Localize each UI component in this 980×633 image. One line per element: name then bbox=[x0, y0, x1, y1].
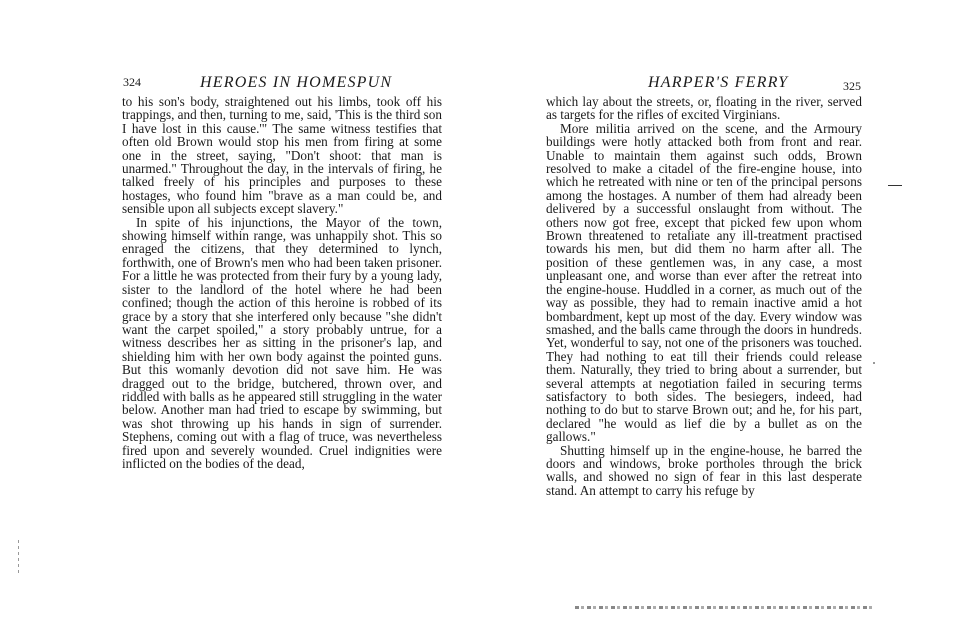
right-running-head: HARPER'S FERRY bbox=[648, 74, 789, 91]
right-page bbox=[490, 0, 980, 633]
left-running-head: HEROES IN HOMESPUN bbox=[200, 74, 393, 91]
right-page-number: 325 bbox=[843, 79, 861, 93]
scan-speck bbox=[873, 362, 875, 364]
left-body-text bbox=[122, 95, 442, 470]
right-body-text bbox=[546, 95, 862, 497]
right-paragraph-2: More militia arrived on the scene, and the Armoury buildings were hotly attacked both from front and rear. Unable to maintain them against such odds, Brown resolved to make a citadel of the fire-engine house, into which he retreated with nine or ten of the principal persons among the hostages. A number of them had already been delivered by a successful onslaught from without. The others now got free, except that picked few upon whom Brown threatened to retaliate any ill-treatment practised towards his men, but did them no harm after all. The position of these gentlemen was, in any case, a most unpleasant one, and worse than ever after the retreat into the engine-house. Huddled in a corner, as much out of the way as possible, they had to remain inactive amid a hot bombardment, kept up most of the day. Every window was smashed, and the balls came through the doors in hundreds. Yet, wonderful to say, not one of the prisoners was touched. They had nothing to eat till their friends could release them. Naturally, they tried to bring about a surrender, but several attempts at negotiation failed in securing terms satisfactory to both sides. The besiegers, indeed, had nothing to do but to starve Brown out; and he, for his part, declared "he would as lief die by a bullet as on the gallows." bbox=[546, 120, 862, 445]
left-page-number: 324 bbox=[123, 75, 141, 89]
right-paragraph-3: Shutting himself up in the engine-house, he barred the doors and windows, broke portholes through the brick walls, and showed no sign of fear in this last desperate stand. An attempt to carry his refuge by bbox=[546, 442, 862, 498]
scan-noise-line bbox=[575, 606, 875, 609]
scan-edge-mark bbox=[18, 540, 19, 574]
right-paragraph-1: which lay about the streets, or, floating in the river, served as targets for the rifles of excited Virginians. bbox=[546, 94, 862, 123]
margin-dash-mark bbox=[888, 185, 902, 186]
left-paragraph-2: In spite of his injunctions, the Mayor of the town, showing himself within range, was unhappily shot. This so enraged the citizens, that they determined to lynch, forthwith, one of Brown's men who had been taken prisoner. For a little he was protected from their fury by a young lady, sister to the landlord of the hotel where he had been confined; though the action of this heroine is robbed of its grace by a story that she interfered only because "she didn't want the carpet spoiled," a story probably untrue, for a witness describes her as sitting in the prisoner's lap, and shielding him with her own body against the pointed guns. But this womanly devotion did not save him. He was dragged out to the bridge, butchered, thrown over, and riddled with balls as he appeared still struggling in the water below. Another man had tried to escape by swimming, but was shot throwing up his hands in sign of surrender. Stephens, coming out with a flag of truce, was nevertheless fired upon and severely wounded. Cruel indignities were inflicted on the bodies of the dead, bbox=[122, 214, 442, 471]
left-paragraph-1: to his son's body, straightened out his limbs, took off his trappings, and then, turning to me, said, 'This is the third son I have lost in this cause.'" The same witness testifies that often old Brown would stop his men from firing at some one in the street, saying, "Don't shoot: that man is unarmed." Throughout the day, in the intervals of firing, he talked freely of his principles and purposes to these hostages, who found him "brave as a man could be, and sensible upon all subjects except slavery." bbox=[122, 94, 442, 217]
